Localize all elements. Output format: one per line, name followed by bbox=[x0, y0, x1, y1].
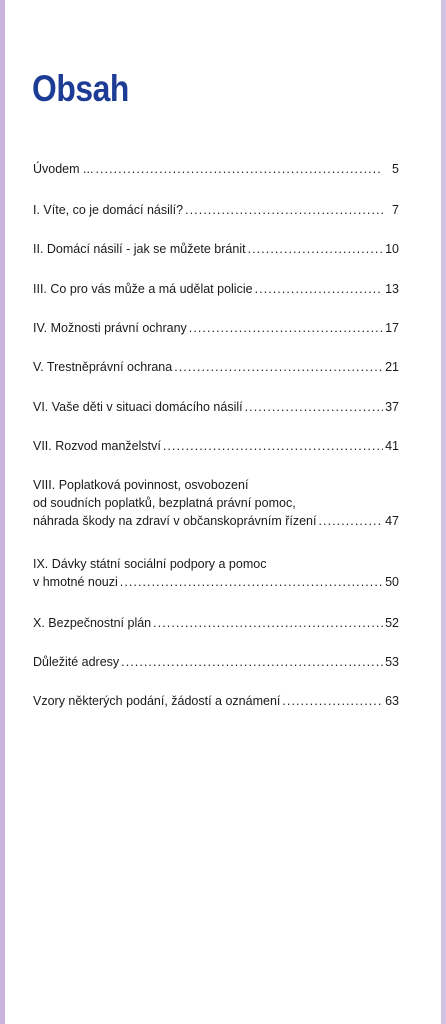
dot-leader bbox=[121, 653, 383, 671]
toc-entry bbox=[33, 476, 399, 530]
toc-entry-title: III. Co pro vás může a má udělat policie bbox=[33, 282, 253, 296]
toc-entry bbox=[33, 614, 399, 632]
toc-page-number: 63 bbox=[385, 694, 399, 708]
toc-page-number: 13 bbox=[385, 282, 399, 296]
toc-page-number: 41 bbox=[385, 439, 399, 453]
toc-page-number: 47 bbox=[385, 514, 399, 528]
toc-page-number: 7 bbox=[392, 203, 399, 217]
dot-leader bbox=[318, 512, 383, 530]
toc-entry bbox=[33, 240, 399, 258]
toc-entry-title: Úvodem ... bbox=[33, 162, 94, 176]
toc-page-number: 50 bbox=[385, 575, 399, 589]
toc-entry-title: IV. Možnosti právní ochrany bbox=[33, 321, 187, 335]
toc-entry bbox=[33, 160, 399, 178]
toc-page-number: 5 bbox=[392, 162, 399, 176]
toc-entry-title: V. Trestněprávní ochrana bbox=[33, 360, 173, 374]
toc-page-number: 37 bbox=[385, 400, 399, 414]
toc-entry-title: Důležité adresy bbox=[33, 655, 120, 669]
dot-leader bbox=[163, 437, 383, 455]
dot-leader bbox=[189, 319, 383, 337]
dot-leader bbox=[185, 201, 383, 219]
toc-entry bbox=[33, 319, 399, 337]
toc-page-number: 21 bbox=[385, 360, 399, 374]
dot-leader bbox=[245, 398, 383, 416]
dot-leader bbox=[95, 160, 383, 178]
toc-entry-title: v hmotné nouzi bbox=[33, 575, 118, 589]
dot-leader bbox=[282, 692, 383, 710]
toc-entry bbox=[33, 398, 399, 416]
toc-page-number: 17 bbox=[385, 321, 399, 335]
toc-entry-title: X. Bezpečnostní plán bbox=[33, 616, 152, 630]
page-edge-left bbox=[0, 0, 5, 1024]
toc-entry bbox=[33, 555, 399, 591]
toc-page-number: 52 bbox=[385, 616, 399, 630]
toc-entry bbox=[33, 653, 399, 671]
toc-entry-title: Vzory některých podání, žádostí a oznámení bbox=[33, 694, 281, 708]
toc-entry bbox=[33, 358, 399, 376]
toc-entry bbox=[33, 201, 399, 219]
toc-entry-title-line: od soudních poplatků, bezplatná právní pomoc, bbox=[33, 496, 296, 510]
page-title: Obsah bbox=[32, 68, 129, 109]
page-edge-right bbox=[441, 0, 446, 1024]
toc-page-number: 53 bbox=[385, 655, 399, 669]
toc-entry bbox=[33, 692, 399, 710]
toc-entry-title: I. Víte, co je domácí násilí? bbox=[33, 203, 184, 217]
dot-leader bbox=[153, 614, 383, 632]
dot-leader bbox=[255, 280, 383, 298]
toc-page-number: 10 bbox=[385, 242, 399, 256]
toc-entry-title-line: IX. Dávky státní sociální podpory a pomoc bbox=[33, 557, 267, 571]
toc-entry bbox=[33, 437, 399, 455]
toc-entry-title-line: VIII. Poplatková povinnost, osvobození bbox=[33, 478, 249, 492]
dot-leader bbox=[174, 358, 383, 376]
toc-entry-title: II. Domácí násilí - jak se můžete bránit bbox=[33, 242, 246, 256]
toc-entry-title: VI. Vaše děti v situaci domácího násilí bbox=[33, 400, 243, 414]
dot-leader bbox=[248, 240, 383, 258]
dot-leader bbox=[120, 573, 383, 591]
toc-entry-title: náhrada škody na zdraví v občanskoprávním řízení bbox=[33, 514, 317, 528]
toc-entry-title: VII. Rozvod manželství bbox=[33, 439, 161, 453]
toc-entry bbox=[33, 280, 399, 298]
